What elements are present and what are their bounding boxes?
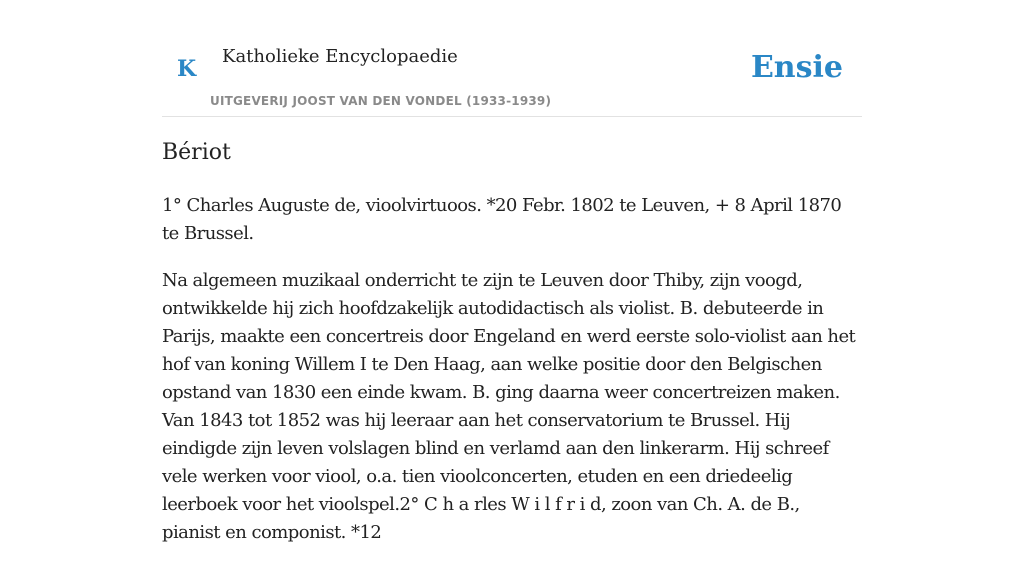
book-title[interactable]: Katholieke Encyclopaedie [222, 46, 458, 67]
entry-paragraph: Na algemeen muzikaal onderricht te zijn te Leuven door Thiby, zijn voogd, ontwikkelde hij zich hoofdzakelijk autodidactisch als violist. B. debuteerde in Parijs, maakte een concertreis door Engeland en werd eerste solo-violist aan het hof van koning Willem I te Den Haag, aan welke positie door den Belgischen opstand van 1830 een einde kwam. B. ging daarna weer concertreizen maken. Van 1843 tot 1852 was hij leeraar aan het conservatorium te Brussel. Hij eindigde zijn leven volslagen blind en verlamd aan den linkerarm. Hij schreef vele werken voor viool, o.a. tien vioolconcerten, etuden en een driedeelig leerboek voor het vioolspel.2° C h a rles W i l f r i d, zoon van Ch. A. de B., pianist en componist. *12 [162, 270, 856, 543]
site-header [162, 40, 862, 117]
entry-content [162, 192, 862, 566]
encyclopedia-logo[interactable]: K [177, 56, 197, 82]
entry-paragraph: 1° Charles Auguste de, vioolvirtuoos. *20 Febr. 1802 te Leuven, + 8 April 1870 te Brussel. [162, 195, 842, 244]
publisher-label: UITGEVERIJ JOOST VAN DEN VONDEL (1933-1939) [210, 94, 552, 108]
entry-title: Bériot [162, 140, 231, 165]
ensie-home-link[interactable]: Ensie [750, 50, 843, 85]
